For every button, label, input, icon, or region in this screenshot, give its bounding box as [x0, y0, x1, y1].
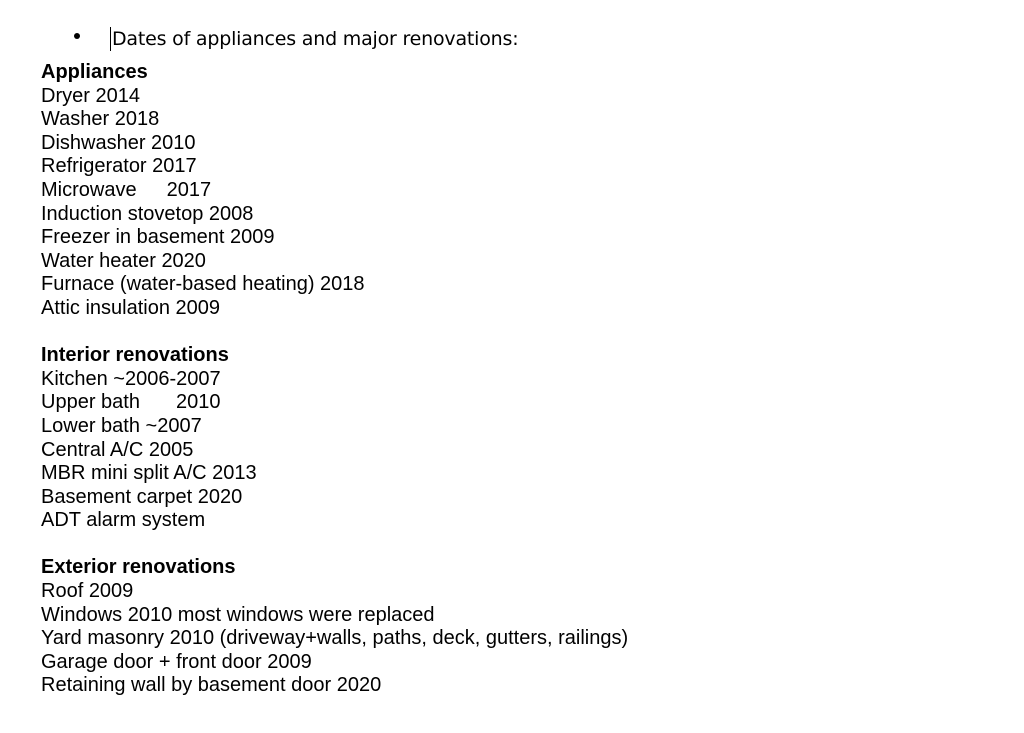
- section-heading-interior: Interior renovations: [41, 344, 229, 367]
- bullet-text[interactable]: Dates of appliances and major renovations:: [112, 28, 519, 50]
- section-heading-exterior: Exterior renovations: [41, 556, 236, 579]
- entry-name: Dishwasher: [41, 131, 146, 154]
- entry-name: Retaining wall by basement door: [41, 674, 332, 697]
- entry-name: Furnace (water-based heating): [41, 273, 315, 296]
- entry-date: 2020: [197, 485, 243, 508]
- entry-name: Microwave: [41, 178, 137, 201]
- entry-date: 2018: [114, 108, 160, 131]
- entry-retaining-wall[interactable]: [41, 674, 1001, 698]
- text-cursor: [110, 27, 111, 51]
- entry-washer[interactable]: [41, 108, 1001, 132]
- entry-name: Dryer: [41, 84, 90, 107]
- entry-name: Water heater: [41, 249, 156, 272]
- entry-date: 2020: [161, 249, 206, 272]
- document-body: [41, 61, 1001, 698]
- bullet-icon: [74, 33, 80, 39]
- entry-date: 2010: [151, 131, 196, 154]
- entry-name: Lower bath: [41, 414, 140, 437]
- entry-date: 2009: [175, 296, 221, 319]
- entry-water-heater[interactable]: [41, 250, 1001, 274]
- entry-adt-alarm[interactable]: [41, 509, 1001, 533]
- entry-freezer[interactable]: [41, 226, 1001, 250]
- entry-date: ~2007: [145, 414, 202, 437]
- entry-dishwasher[interactable]: [41, 132, 1001, 156]
- entry-name: Kitchen: [41, 367, 108, 390]
- entry-date: 2009: [88, 580, 134, 603]
- entry-kitchen[interactable]: [41, 368, 1001, 392]
- entry-dryer[interactable]: [41, 85, 1001, 109]
- entry-name: ADT alarm system: [41, 509, 206, 532]
- blank-line: [41, 533, 1001, 557]
- entry-date: 2017: [166, 178, 212, 201]
- entry-name: Washer: [41, 108, 110, 131]
- entry-name: Refrigerator: [41, 155, 147, 178]
- entry-furnace[interactable]: [41, 273, 1001, 297]
- entry-date: 2005: [148, 438, 194, 461]
- blank-line: [41, 321, 1001, 345]
- entry-date: 2013: [212, 462, 257, 485]
- entry-name: Upper bath: [41, 391, 140, 414]
- entry-date: ~2006-2007: [113, 367, 221, 390]
- entry-date: 2008: [208, 202, 254, 225]
- entry-microwave[interactable]: [41, 179, 1001, 203]
- entry-date: 2010 (driveway+walls, paths, deck, gutters, railings): [169, 627, 629, 650]
- entry-name: Basement carpet: [41, 485, 193, 508]
- entry-garage-door[interactable]: [41, 651, 1001, 675]
- entry-name: Induction stovetop: [41, 202, 204, 225]
- entry-windows[interactable]: [41, 604, 1001, 628]
- entry-upper-bath[interactable]: [41, 391, 1001, 415]
- entry-name: Central A/C: [41, 438, 144, 461]
- entry-name: Roof: [41, 580, 84, 603]
- entry-name: Freezer in basement: [41, 226, 225, 249]
- entry-date: 2010: [175, 391, 221, 414]
- entry-lower-bath[interactable]: [41, 415, 1001, 439]
- entry-central-ac[interactable]: [41, 439, 1001, 463]
- section-heading-appliances: Appliances: [41, 61, 148, 83]
- entry-date: 2009: [229, 226, 275, 249]
- bullet-item[interactable]: [74, 24, 518, 54]
- entry-attic-insulation[interactable]: [41, 297, 1001, 321]
- entry-date: 2009: [267, 650, 312, 673]
- entry-name: Yard masonry: [41, 627, 165, 650]
- entry-basement-carpet[interactable]: [41, 486, 1001, 510]
- entry-roof[interactable]: [41, 580, 1001, 604]
- entry-name: Windows: [41, 603, 123, 626]
- entry-date: 2020: [336, 674, 382, 697]
- entry-refrigerator[interactable]: [41, 155, 1001, 179]
- entry-name: MBR mini split A/C: [41, 462, 207, 485]
- entry-date: 2018: [320, 273, 365, 296]
- entry-date: 2014: [95, 84, 140, 107]
- entry-induction-stovetop[interactable]: [41, 203, 1001, 227]
- entry-mbr-mini-split[interactable]: [41, 462, 1001, 486]
- entry-yard-masonry[interactable]: [41, 627, 1001, 651]
- entry-name: Garage door + front door: [41, 650, 262, 673]
- entry-name: Attic insulation: [41, 296, 170, 319]
- entry-date: 2010 most windows were replaced: [127, 603, 435, 626]
- entry-date: 2017: [152, 155, 197, 178]
